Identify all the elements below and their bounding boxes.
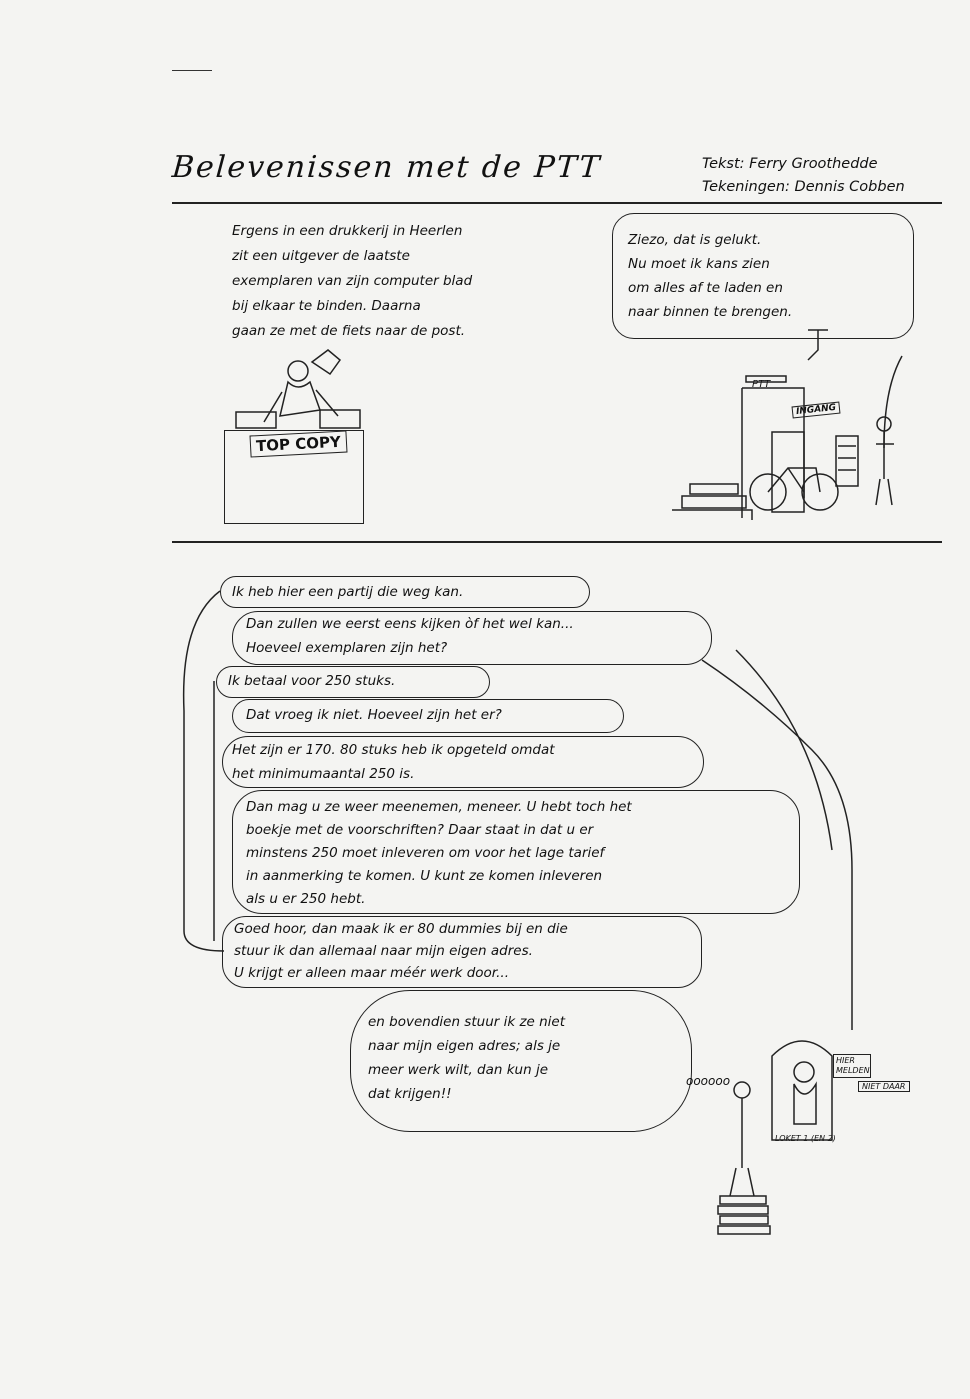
credit-drawings: Tekeningen: Dennis Cobben (702, 179, 905, 195)
dialogue-line: Ik heb hier een partij die weg kan. (232, 584, 464, 600)
dialogue-line: boekje met de voorschriften? Daar staat in dat u er (246, 822, 594, 838)
top-copy-sign: TOP COPY (249, 430, 347, 457)
dialogue-line: U krijgt er alleen maar méér werk door... (234, 965, 509, 981)
speech-line: om alles af te laden en (628, 280, 783, 296)
person-binding-illustration (236, 350, 360, 428)
dialogue-line: stuur ik dan allemaal naar mijn eigen adres. (234, 943, 533, 959)
dialogue-line: Ik betaal voor 250 stuks. (228, 673, 396, 689)
dialogue-line: minstens 250 moet inleveren om voor het lage tarief (246, 845, 605, 861)
caption-line: exemplaren van zijn computer blad (232, 273, 473, 289)
dialogue-line: meer werk wilt, dan kun je (368, 1062, 548, 1078)
ingang-sign: INGANG (792, 402, 841, 419)
ptt-building-label: PTT (752, 379, 771, 390)
speech-line: Nu moet ik kans zien (628, 256, 770, 272)
dialogue-line: Goed hoor, dan maak ik er 80 dummies bij en die (234, 921, 568, 937)
ptt-building-illustration (672, 330, 902, 520)
dialogue-line: Hoeveel exemplaren zijn het? (246, 640, 448, 656)
speech-line: naar binnen te brengen. (628, 304, 793, 320)
dialogue-line: in aanmerking te komen. U kunt ze komen inleveren (246, 868, 603, 884)
dialogue-connector (184, 591, 852, 1030)
credit-text: Tekst: Ferry Groothedde (702, 156, 878, 172)
dialogue-line: Dat vroeg ik niet. Hoeveel zijn het er? (246, 707, 502, 723)
caption-line: bij elkaar te binden. Daarna (232, 298, 421, 314)
sound-effect: oooooo (686, 1074, 731, 1088)
dialogue-line: Dan mag u ze weer meenemen, meneer. U hebt toch het (246, 799, 632, 815)
dialogue-line: het minimumaantal 250 is. (232, 766, 415, 782)
caption-line: zit een uitgever de laatste (232, 248, 410, 264)
dialogue-line: Het zijn er 170. 80 stuks heb ik opgeteld omdat (232, 742, 555, 758)
dialogue-line: naar mijn eigen adres; als je (368, 1038, 561, 1054)
caption-line: Ergens in een drukkerij in Heerlen (232, 223, 463, 239)
hier-melden-sign: HIER MELDEN (833, 1054, 871, 1078)
dialogue-line: en bovendien stuur ik ze niet (368, 1014, 566, 1030)
dialogue-line: Dan zullen we eerst eens kijken òf het wel kan... (246, 616, 574, 632)
dialogue-line: als u er 250 hebt. (246, 891, 366, 907)
customer-illustration (718, 1082, 770, 1234)
counter-clerk-illustration (772, 1041, 832, 1140)
counter-label: LOKET 1 (EN 2) (775, 1134, 836, 1143)
speech-line: Ziezo, dat is gelukt. (628, 232, 762, 248)
comic-title: Belevenissen met de PTT (170, 150, 603, 185)
niet-daar-sign: NIET DAAR (858, 1081, 910, 1092)
caption-line: gaan ze met de fiets naar de post. (232, 323, 466, 339)
dialogue-line: dat krijgen!! (368, 1086, 452, 1102)
